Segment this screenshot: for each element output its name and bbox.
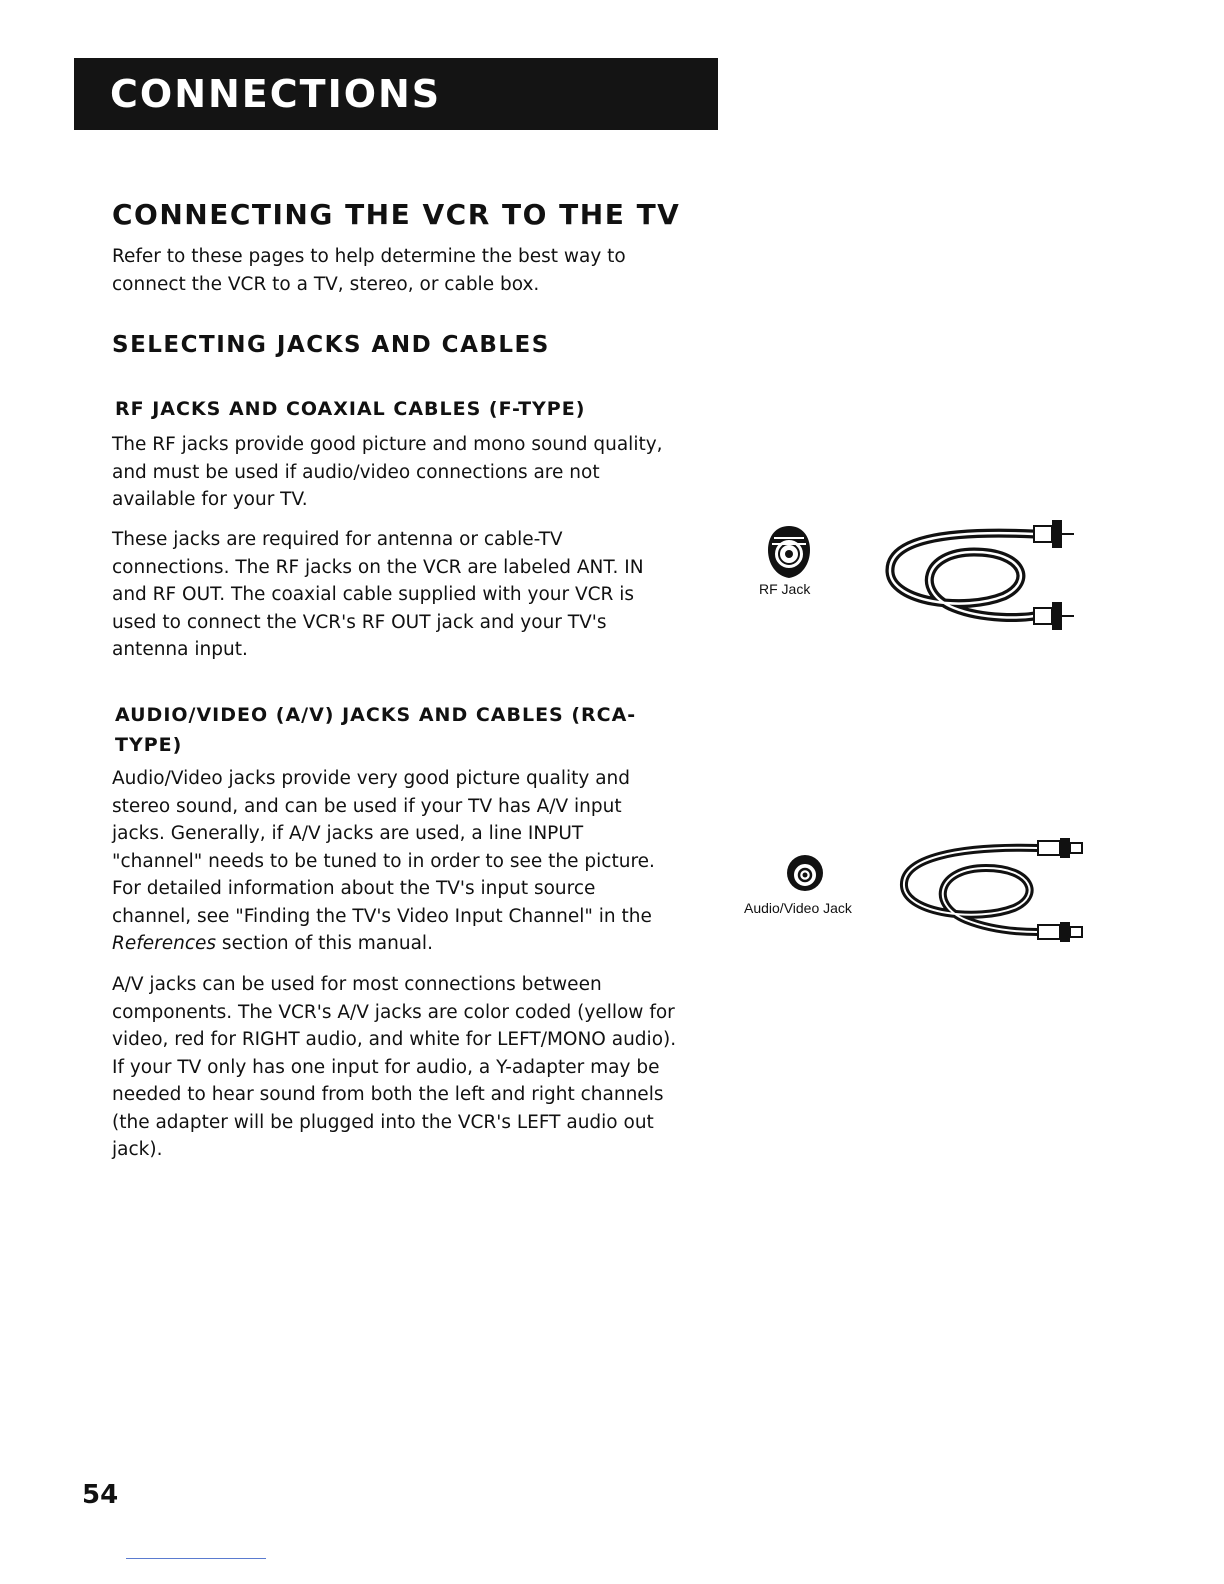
references-emphasis: References xyxy=(112,933,217,954)
rf-paragraph-2: These jacks are required for antenna or cable-TV connections. The RF jacks on the VCR are labeled ANT. IN and RF OUT. The coaxial cable supplied with your VCR is used to connect the VCR's RF OUT jack and your TV's antenna input. xyxy=(112,529,644,660)
footer-line xyxy=(126,1558,266,1559)
section-heading-selecting: SELECTING JACKS AND CABLES xyxy=(112,332,550,358)
av-paragraph-2: A/V jacks can be used for most connections between components. The VCR's A/V jacks are color coded (yellow for video, red for RIGHT audio, and white for LEFT/MONO audio). If your TV only has one input for audio, a Y-adapter may be needed to hear sound from both the left and right channels (the adapter will be plugged into the VCR's LEFT audio out jack). xyxy=(112,974,677,1160)
av-paragraph-1-text: Audio/Video jacks provide very good picture quality and stereo sound, and can be used if your TV has A/V input jacks. Generally, if A/V jacks are used, a line INPUT "channel" needs to be tuned to in order to see the picture. For detailed information about the TV's input source channel, see "Finding the TV's Video Input Channel" in the xyxy=(112,768,655,927)
intro-paragraph: Refer to these pages to help determine the best way to connect the VCR to a TV, stereo, or cable box. xyxy=(112,246,626,295)
av-heading: AUDIO/VIDEO (A/V) JACKS AND CABLES (RCA-TYPE) xyxy=(115,704,637,756)
rf-heading: RF JACKS AND COAXIAL CABLES (F-TYPE) xyxy=(115,398,586,420)
rf-jack-caption: RF Jack xyxy=(759,581,811,597)
banner-title: CONNECTIONS xyxy=(110,72,442,116)
av-paragraph-1 xyxy=(112,765,677,958)
page-heading: CONNECTING THE VCR TO THE TV xyxy=(112,198,681,231)
av-jack-icon xyxy=(784,852,826,894)
av-jack-caption: Audio/Video Jack xyxy=(744,900,852,916)
page-number: 54 xyxy=(82,1480,119,1510)
coaxial-cable-icon xyxy=(884,512,1084,642)
section-banner xyxy=(74,58,718,130)
av-paragraph-1-tail: section of this manual. xyxy=(216,933,433,954)
rca-cable-icon xyxy=(898,832,1098,952)
rf-jack-icon xyxy=(764,524,814,580)
rf-paragraph-1: The RF jacks provide good picture and mono sound quality, and must be used if audio/video connections are not available for your TV. xyxy=(112,434,663,510)
